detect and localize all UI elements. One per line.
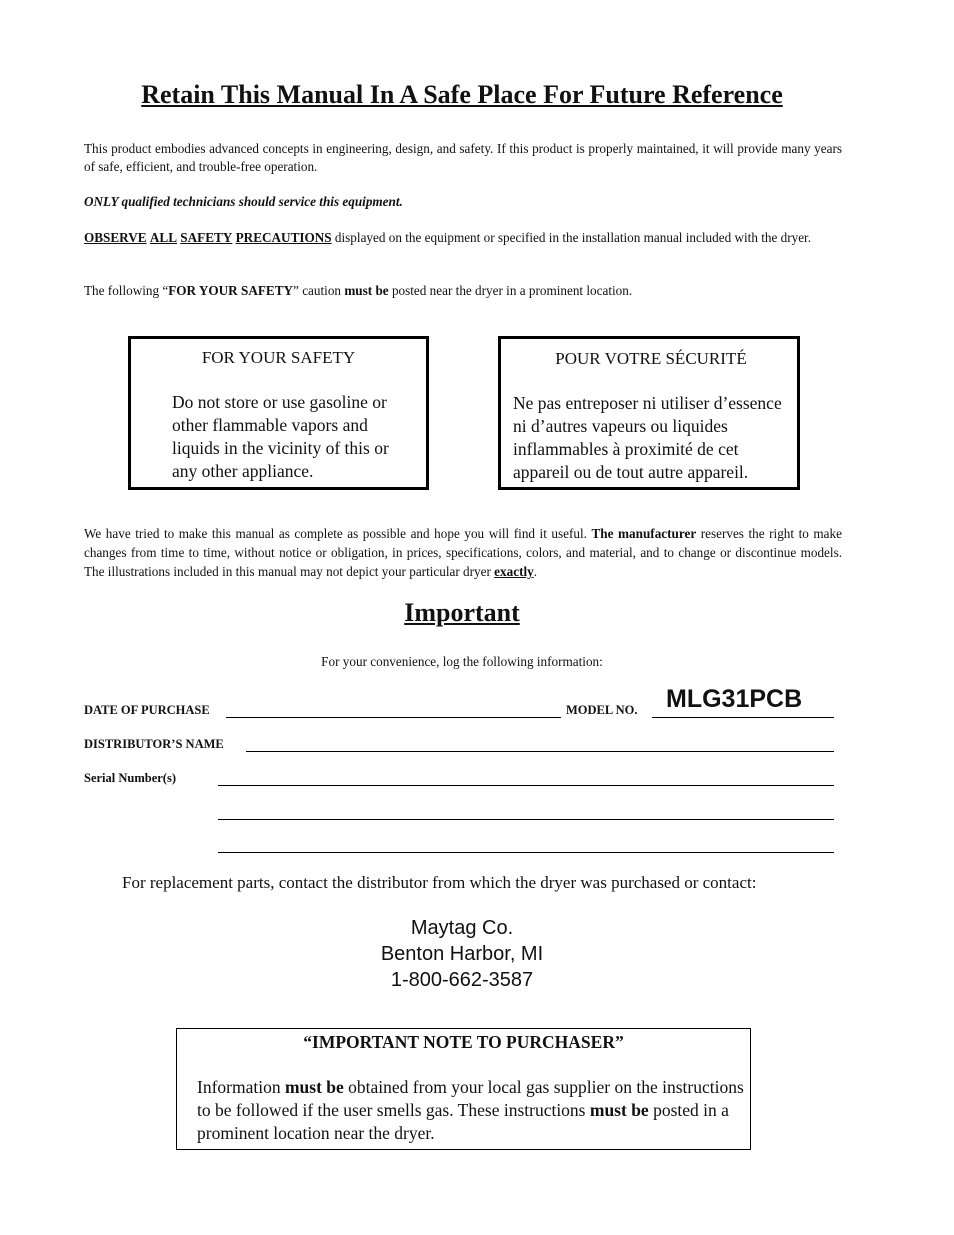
safety-box-french: [498, 336, 800, 490]
disclaimer-paragraph: [84, 524, 842, 581]
purchaser-note-line: [197, 1099, 750, 1122]
note-l2-bold: must be: [589, 1100, 649, 1120]
following-bold-safety: FOR YOUR SAFETY: [168, 283, 294, 298]
purchaser-note-box: [176, 1028, 751, 1150]
contact-city: Benton Harbor, MI: [380, 943, 544, 965]
model-no-label: MODEL NO.: [566, 703, 638, 717]
all-word: ALL: [149, 230, 177, 245]
serial-number-field-3[interactable]: [218, 852, 834, 853]
contact-company: Maytag Co.: [410, 917, 514, 939]
note-l2-post: posted in a: [648, 1100, 729, 1120]
following-post: posted near the dryer in a prominent location.: [388, 283, 633, 298]
safety-en-line: liquids in the vicinity of this or: [172, 438, 389, 458]
distributor-name-field[interactable]: [246, 751, 834, 752]
safety-en-line: any other appliance.: [172, 461, 314, 481]
qualified-technicians-note: ONLY qualified technicians should service this equipment.: [84, 194, 403, 209]
safety-box-french-title: POUR VOTRE SÉCURITÉ: [555, 349, 747, 368]
log-info-instruction: For your convenience, log the following information:: [321, 654, 603, 669]
note-l2-pre: to be followed if the user smells gas. These instructions: [197, 1100, 590, 1120]
model-no-field[interactable]: [652, 717, 834, 718]
disclaimer-post: .: [533, 564, 538, 579]
safety-fr-line: ni d’autres vapeurs ou liquides: [513, 416, 728, 436]
following-bold-must: must be: [344, 283, 389, 298]
safety-box-english-body: [172, 391, 414, 483]
purchaser-note-title: “IMPORTANT NOTE TO PURCHASER”: [303, 1032, 624, 1052]
date-of-purchase-field[interactable]: [226, 717, 561, 718]
note-l1-post: obtained from your local gas supplier on the instructions: [343, 1077, 744, 1097]
note-l1-bold: must be: [284, 1077, 344, 1097]
model-no-value: MLG31PCB: [666, 685, 803, 713]
disclaimer-exactly: exactly: [494, 564, 534, 579]
purchaser-note-line: prominent location near the dryer.: [197, 1123, 435, 1143]
safety-fr-line: Ne pas entreposer ni utiliser d’essence: [513, 393, 782, 413]
safety-fr-line: appareil ou de tout autre appareil.: [513, 462, 749, 482]
intro-paragraph: This product embodies advanced concepts in engineering, design, and safety. If this product is properly maintained, it will provide many years of safe, efficient, and trouble-free operation.: [84, 141, 842, 174]
observe-word: OBSERVE: [84, 230, 147, 245]
replacement-parts-text: For replacement parts, contact the distributor from which the dryer was purchased or contact:: [122, 873, 757, 892]
precautions-word: PRECAUTIONS: [235, 230, 332, 245]
important-heading: Important: [404, 598, 520, 627]
observe-precautions-paragraph: [84, 229, 842, 247]
following-pre: The following “: [84, 283, 169, 298]
serial-number-field-2[interactable]: [218, 819, 834, 820]
contact-phone: 1-800-662-3587: [390, 969, 534, 991]
safety-box-english: [128, 336, 429, 490]
observe-rest: displayed on the equipment or specified in the installation manual included with the dryer.: [334, 230, 812, 245]
following-mid: ” caution: [293, 283, 345, 298]
safety-box-french-body: [513, 392, 789, 484]
safety-fr-line: inflammables à proximité de cet: [513, 439, 739, 459]
distributor-name-label: DISTRIBUTOR’S NAME: [84, 737, 224, 751]
serial-number-field-1[interactable]: [218, 785, 834, 786]
note-l1-pre: Information: [197, 1077, 285, 1097]
safety-en-line: other flammable vapors and: [172, 415, 368, 435]
disclaimer-mid: reserves the right to make changes from time to time, without notice or obligation, in prices, specifications, colors, and material, and to change or discontinue models. The illustrations included in this manual may not depict your particular dryer: [84, 526, 842, 579]
following-caution-paragraph: [84, 282, 842, 300]
date-of-purchase-label: DATE OF PURCHASE: [84, 703, 210, 717]
disclaimer-manufacturer: The manufacturer: [591, 526, 697, 541]
safety-box-english-title: FOR YOUR SAFETY: [201, 348, 356, 367]
page-title: Retain This Manual In A Safe Place For Future Reference: [141, 80, 783, 109]
safety-word: SAFETY: [180, 230, 233, 245]
disclaimer-pre: We have tried to make this manual as complete as possible and hope you will find it useful.: [84, 526, 592, 541]
purchaser-note-line: [197, 1076, 750, 1099]
serial-number-label: Serial Number(s): [84, 771, 176, 785]
safety-en-line: Do not store or use gasoline or: [172, 392, 387, 412]
purchaser-note-body: [197, 1076, 750, 1145]
